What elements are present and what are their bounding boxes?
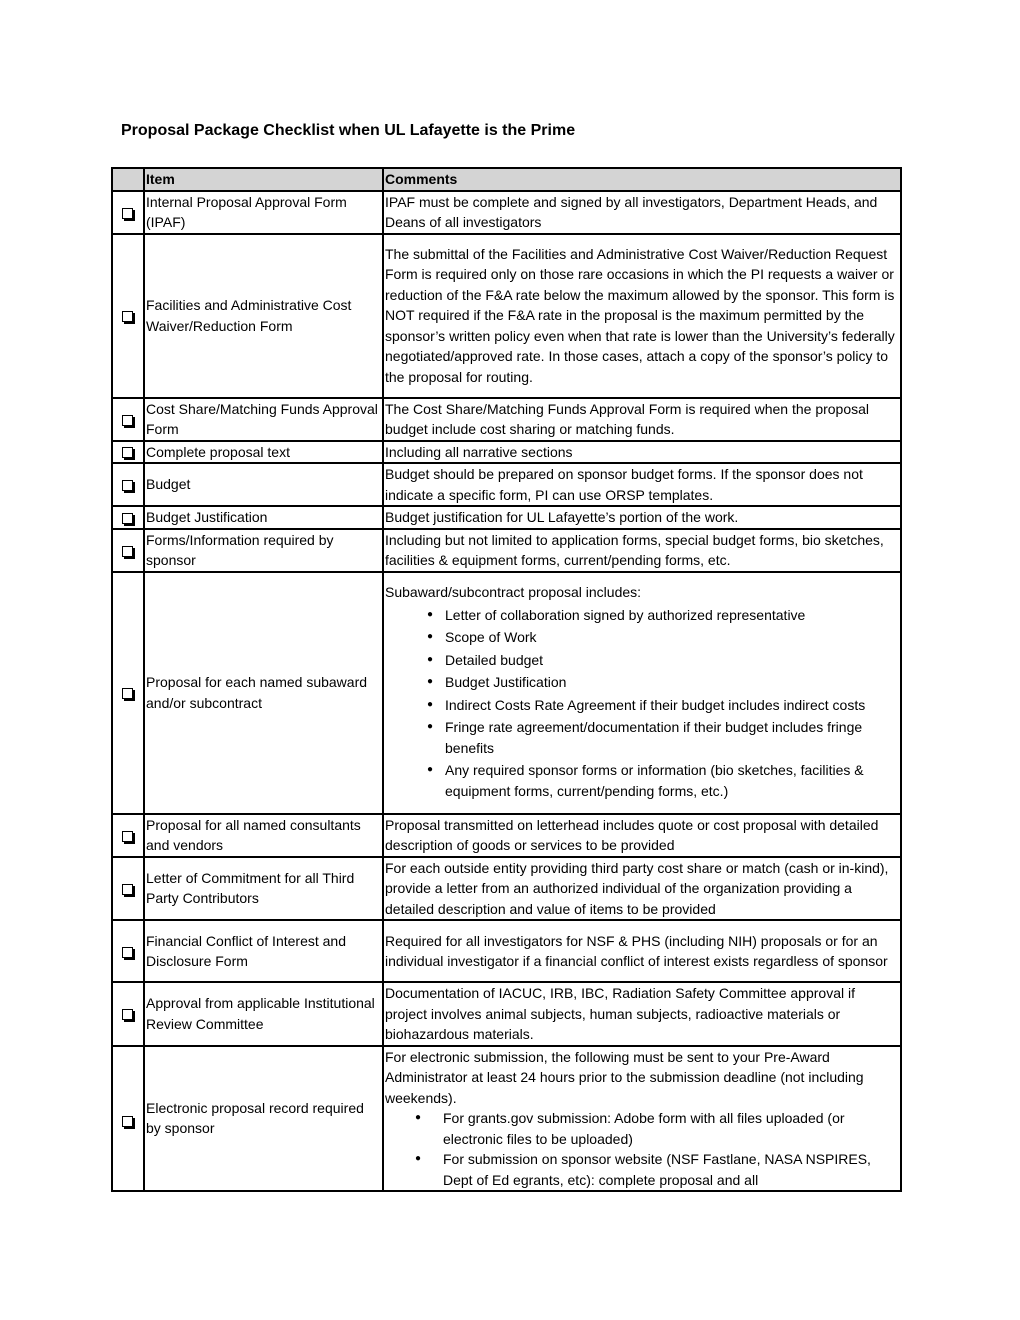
checkbox-icon[interactable] xyxy=(122,1009,133,1020)
table-row xyxy=(112,398,901,441)
checkbox-icon[interactable] xyxy=(122,947,133,958)
item-cell: Budget Justification xyxy=(144,506,383,529)
list-item: ● Letter of collaboration signed by authorized representative xyxy=(427,605,899,626)
item-cell: Complete proposal text xyxy=(144,441,383,464)
comment-cell xyxy=(383,572,901,814)
item-cell: Proposal for each named subaward and/or subcontract xyxy=(144,572,383,814)
item-cell: Budget xyxy=(144,463,383,506)
table-row xyxy=(112,191,901,234)
checkbox-icon[interactable] xyxy=(122,513,133,524)
comment-cell: Documentation of IACUC, IRB, IBC, Radiation Safety Committee approval if project involves animal subjects, human subjects, radioactive materials or biohazardous materials. xyxy=(383,982,901,1046)
table-row xyxy=(112,234,901,398)
comment-cell: The Cost Share/Matching Funds Approval Form is required when the proposal budget include cost sharing or matching funds. xyxy=(383,398,901,441)
checklist-table xyxy=(111,167,902,1192)
comment-cell: Including but not limited to application forms, special budget forms, bio sketches, facilities & equipment forms, current/pending forms, etc. xyxy=(383,529,901,572)
table-row xyxy=(112,572,901,814)
comment-cell: Including all narrative sections xyxy=(383,441,901,464)
comment-cell: Budget justification for UL Lafayette’s portion of the work. xyxy=(383,506,901,529)
comment-intro: For electronic submission, the following must be sent to your Pre-Award Administrator at least 24 hours prior to the submission deadline (not including weekends). xyxy=(385,1048,864,1106)
comment-cell: Budget should be prepared on sponsor budget forms. If the sponsor does not indicate a specific form, PI can use ORSP templates. xyxy=(383,463,901,506)
item-cell: Approval from applicable Institutional Review Committee xyxy=(144,982,383,1046)
list-item: ● For submission on sponsor website (NSF Fastlane, NASA NSPIRES, Dept of Ed egrants, etc): complete proposal and all xyxy=(443,1149,899,1190)
item-cell: Cost Share/Matching Funds Approval Form xyxy=(144,398,383,441)
list-item: ● Indirect Costs Rate Agreement if their budget includes indirect costs xyxy=(427,695,899,716)
list-item: ● For grants.gov submission: Adobe form with all files uploaded (or electronic files to be uploaded) xyxy=(443,1108,899,1149)
checkbox-icon[interactable] xyxy=(122,831,133,842)
checkbox-icon[interactable] xyxy=(122,1116,133,1127)
checkbox-icon[interactable] xyxy=(122,884,133,895)
table-row xyxy=(112,529,901,572)
header-item: Item xyxy=(144,168,383,191)
item-cell: Letter of Commitment for all Third Party Contributors xyxy=(144,857,383,921)
header-comments: Comments xyxy=(383,168,901,191)
checkbox-icon[interactable] xyxy=(122,546,133,557)
item-cell: Financial Conflict of Interest and Disclosure Form xyxy=(144,920,383,982)
comment-cell: Proposal transmitted on letterhead includes quote or cost proposal with detailed description of goods or services to be provided xyxy=(383,814,901,857)
table-row xyxy=(112,982,901,1046)
item-cell: Forms/Information required by sponsor xyxy=(144,529,383,572)
checkbox-icon[interactable] xyxy=(122,447,133,458)
comment-cell: The submittal of the Facilities and Administrative Cost Waiver/Reduction Request Form is required only on those rare occasions in which the PI requests a waiver or reduction of the F&A rate below the maximum allowed by the sponsor. This form is NOT required if the F&A rate in the proposal is the maximum permitted by the sponsor’s written policy even when that rate is lower than the University’s federally negotiated/approved rate. In those cases, attach a copy of the sponsor’s policy to the proposal for routing. xyxy=(383,234,901,398)
table-row xyxy=(112,814,901,857)
bullet-list xyxy=(385,1108,899,1190)
checkbox-icon[interactable] xyxy=(122,208,133,219)
checkbox-icon[interactable] xyxy=(122,688,133,699)
table-row xyxy=(112,857,901,921)
checkbox-icon[interactable] xyxy=(122,311,133,322)
list-item: ● Budget Justification xyxy=(427,672,899,693)
table-row xyxy=(112,920,901,982)
checkbox-icon[interactable] xyxy=(122,480,133,491)
list-item: ● Fringe rate agreement/documentation if their budget includes fringe benefits xyxy=(427,717,899,758)
item-cell: Facilities and Administrative Cost Waiver/Reduction Form xyxy=(144,234,383,398)
table-row xyxy=(112,441,901,464)
item-cell: Proposal for all named consultants and vendors xyxy=(144,814,383,857)
item-cell: Electronic proposal record required by sponsor xyxy=(144,1046,383,1192)
item-cell: Internal Proposal Approval Form (IPAF) xyxy=(144,191,383,234)
table-row xyxy=(112,1046,901,1192)
comment-intro: Subaward/subcontract proposal includes: xyxy=(385,584,642,600)
list-item: ● Detailed budget xyxy=(427,650,899,671)
list-item: ● Scope of Work xyxy=(427,627,899,648)
page-title: Proposal Package Checklist when UL Lafayette is the Prime xyxy=(121,122,576,139)
list-item: ● Any required sponsor forms or information (bio sketches, facilities & equipment forms, current/pending forms, etc.) xyxy=(427,760,899,801)
header-box-cell xyxy=(112,168,144,191)
comment-cell: IPAF must be complete and signed by all investigators, Department Heads, and Deans of all investigators xyxy=(383,191,901,234)
table-header-row xyxy=(112,168,901,191)
table-row xyxy=(112,463,901,506)
comment-cell: For each outside entity providing third party cost share or match (cash or in-kind), provide a letter from an authorized individual of the organization providing a detailed description and value of items to be provided xyxy=(383,857,901,921)
bullet-list xyxy=(385,605,899,802)
comment-cell: Required for all investigators for NSF & PHS (including NIH) proposals or for an individual investigator if a financial conflict of interest exists regardless of sponsor xyxy=(383,920,901,982)
comment-cell xyxy=(383,1046,901,1192)
checkbox-icon[interactable] xyxy=(122,415,133,426)
table-row xyxy=(112,506,901,529)
